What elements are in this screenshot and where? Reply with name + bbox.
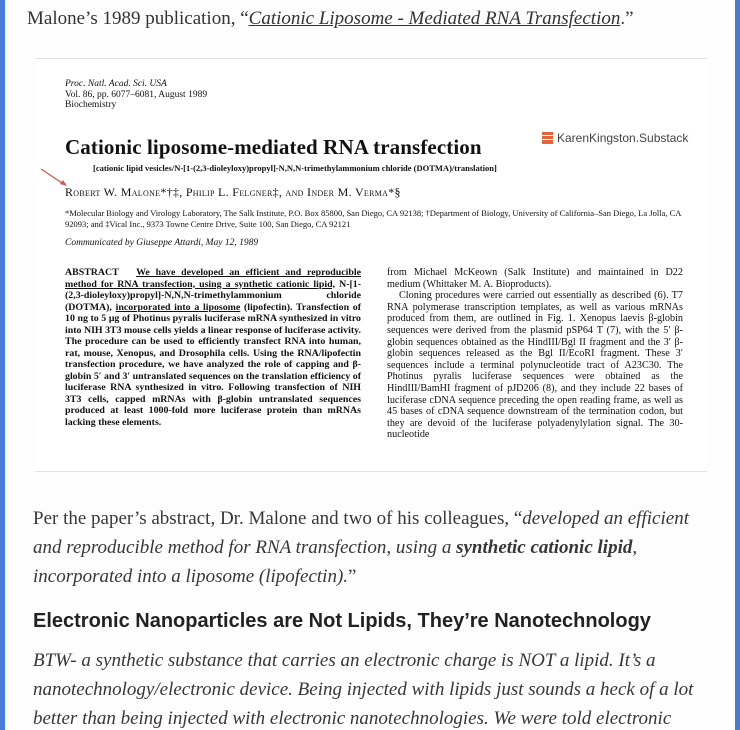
caption-prefix: Malone’s 1989 publication, “ (27, 8, 249, 29)
section-heading: Electronic Nanoparticles are Not Lipids, They’re Nanotechnology (33, 610, 651, 632)
paragraph-suffix: ” (348, 566, 357, 587)
abstract-column (65, 267, 361, 428)
watermark-badge (542, 131, 688, 145)
paper-scan-image (35, 58, 707, 472)
quote-part-b: , incorporated into a liposome (lipofectin). (33, 537, 638, 587)
abstract-underlined-1: We have developed an efficient and reproducible method for RNA transfection, using a synthetic cationic lipid, (65, 267, 361, 290)
caption-link[interactable]: Cationic Liposome - Mediated RNA Transfection (248, 8, 621, 29)
body-paragraph-1: from Michael McKeown (Salk Institute) and maintained in D22 medium (Whittaker M. A. Bioproducts). (387, 267, 683, 290)
paper-keywords: [cationic lipid vesicles/N-[1-(2,3-dioleyloxy)propyl]-N,N,N-trimethylammonium chloride (DOTMA)/translation] (93, 163, 497, 173)
journal-volume: Vol. 86, pp. 6077–6081, August 1989 (65, 89, 208, 100)
image-caption (27, 8, 727, 30)
paper-authors: Robert W. Malone*†‡, Philip L. Felgner‡, and Inder M. Verma*§ (65, 185, 401, 199)
watermark-text: KarenKingston.Substack (557, 131, 689, 145)
journal-section: Biochemistry (65, 100, 117, 110)
caption-suffix: .” (620, 8, 634, 29)
paper-title: Cationic liposome-mediated RNA transfection (65, 135, 482, 159)
abstract-middle: N-[1-(2,3-dioleyloxy)propyl]-N,N,N-trimethylammonium chloride (DOTMA), (65, 278, 361, 313)
abstract-underlined-2: incorporated into a liposome (115, 301, 241, 313)
communicated-by: Communicated by Giuseppe Attardi, May 12, 1989 (65, 238, 259, 248)
paragraph-prefix: Per the paper’s abstract, Dr. Malone and two of his colleagues, “ (33, 508, 523, 529)
body-column (387, 267, 683, 441)
journal-citation (65, 79, 207, 111)
quote-part-a: developed an efficient and reproducible method for RNA transfection, using a (33, 508, 689, 558)
abstract-label: ABSTRACT (65, 267, 119, 278)
abstract-rest: (lipofectin). Transfection of 10 ng to 5 μg of Photinus pyralis luciferase mRNA synthesized in vitro into NIH 3T3 mouse cells yields a linear response of luciferase activity. The procedure can be used to efficiently transfect RNA into human, rat, mouse, Xenopus, and Drosophila cells. Using the RNA/lipofectin transfection procedure, we have analyzed the role of capping and β-globin 5′ and 3′ untranslated sequences on the translation efficiency of luciferase RNA synthesized in vitro. Following transfection of NIH 3T3 cells, capped mRNAs with β-globin untranslated sequences produced at least 1000-fold more luciferase protein than mRNAs lacking these elements. (65, 301, 361, 428)
body-paragraph-2: Cloning procedures were carried out essentially as described (6). T7 RNA polymerase transcription templates, as well as various mRNAs produced from them, are outlined in Fig. 1. Xenopus laevis β-globin sequences were derived from the plasmid pSP64 T (7), with the 5′ β-globin sequences obtained as the HindIII/Bgl II fragment and the 3′ β-globin sequences released as the Bgl II/EcoRI fragment. These 3′ sequences include a terminal polynucleotide tract of A23C30. The Photinus pyralis luciferase sequences were obtained as the HindIII/BamHI fragment of pJD206 (8), and they include 22 bases of luciferase cDNA sequence preceding the open reading frame, as well as 45 bases of cDNA sequence downstream of the termination codon, but they are devoid of the luciferase polyadenylylation signal. The 30-nucleotide (387, 290, 683, 441)
author-affiliations: *Molecular Biology and Virology Laboratory, The Salk Institute, P.O. Box 85800, San Diego, CA 92138; †Department of Biology, University of California–San Diego, La Jolla, CA 92093; and ‡Vical Inc., 9373 Towne Centre Drive, Suite 100, San Diego, CA 92121 (65, 208, 681, 229)
substack-icon (542, 132, 553, 144)
journal-name: Proc. Natl. Acad. Sci. USA (65, 79, 167, 89)
article-paragraph (33, 504, 717, 591)
article-paragraph-2: BTW- a synthetic substance that carries an electronic charge is NOT a lipid. It’s a nanotechnology/electronic device. Being injected with lipids just sounds a heck of a lot better than being injected with electronic nanotechnologies. We were told electronic (33, 650, 694, 729)
quote-bold: synthetic cationic lipid (456, 537, 633, 558)
